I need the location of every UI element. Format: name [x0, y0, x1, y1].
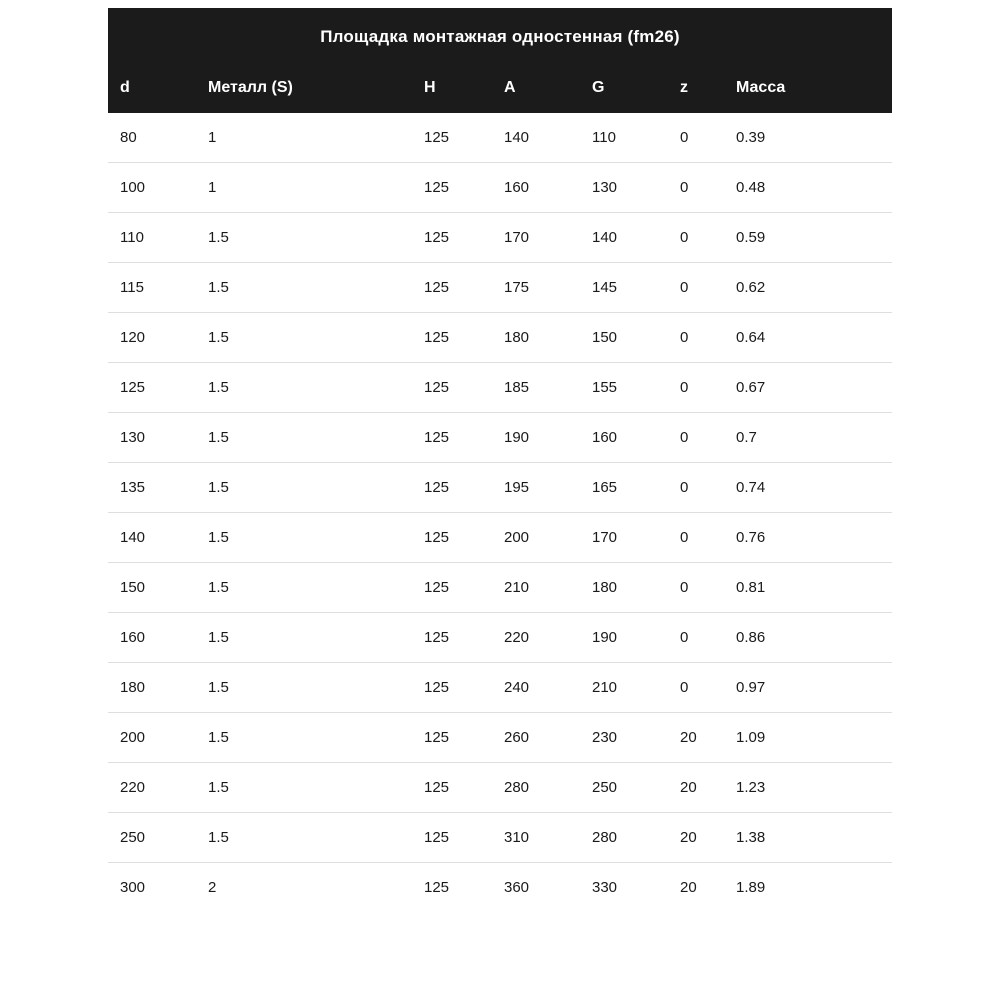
cell-d: 125	[108, 363, 196, 413]
table-header	[108, 8, 892, 113]
cell-h: 125	[412, 163, 492, 213]
cell-g: 280	[580, 813, 668, 863]
cell-g: 210	[580, 663, 668, 713]
table-row	[108, 413, 892, 463]
cell-metal: 2	[196, 863, 412, 913]
table-column-header-row	[108, 65, 892, 113]
cell-mass: 0.39	[724, 113, 892, 163]
cell-z: 20	[668, 813, 724, 863]
cell-a: 195	[492, 463, 580, 513]
table-row	[108, 263, 892, 313]
cell-a: 210	[492, 563, 580, 613]
cell-h: 125	[412, 263, 492, 313]
cell-metal: 1.5	[196, 813, 412, 863]
cell-metal: 1.5	[196, 713, 412, 763]
column-header-d: d	[108, 65, 196, 113]
cell-d: 135	[108, 463, 196, 513]
cell-z: 0	[668, 263, 724, 313]
cell-g: 145	[580, 263, 668, 313]
cell-a: 180	[492, 313, 580, 363]
table-row	[108, 163, 892, 213]
cell-a: 175	[492, 263, 580, 313]
cell-a: 310	[492, 813, 580, 863]
cell-z: 20	[668, 763, 724, 813]
cell-a: 190	[492, 413, 580, 463]
cell-mass: 1.38	[724, 813, 892, 863]
cell-metal: 1.5	[196, 763, 412, 813]
cell-d: 200	[108, 713, 196, 763]
cell-h: 125	[412, 563, 492, 613]
cell-metal: 1.5	[196, 463, 412, 513]
cell-mass: 1.09	[724, 713, 892, 763]
cell-metal: 1.5	[196, 363, 412, 413]
cell-g: 130	[580, 163, 668, 213]
cell-d: 130	[108, 413, 196, 463]
cell-g: 170	[580, 513, 668, 563]
cell-h: 125	[412, 763, 492, 813]
table-row	[108, 563, 892, 613]
cell-metal: 1.5	[196, 263, 412, 313]
cell-d: 140	[108, 513, 196, 563]
table-row	[108, 363, 892, 413]
cell-g: 165	[580, 463, 668, 513]
cell-g: 250	[580, 763, 668, 813]
cell-z: 0	[668, 363, 724, 413]
cell-d: 160	[108, 613, 196, 663]
table-row	[108, 713, 892, 763]
cell-d: 120	[108, 313, 196, 363]
cell-d: 220	[108, 763, 196, 813]
cell-z: 0	[668, 313, 724, 363]
table-row	[108, 463, 892, 513]
cell-h: 125	[412, 813, 492, 863]
column-header-metal: Металл (S)	[196, 65, 412, 113]
cell-g: 155	[580, 363, 668, 413]
cell-g: 110	[580, 113, 668, 163]
cell-a: 240	[492, 663, 580, 713]
cell-z: 20	[668, 863, 724, 913]
column-header-a: A	[492, 65, 580, 113]
cell-h: 125	[412, 863, 492, 913]
cell-d: 180	[108, 663, 196, 713]
cell-a: 185	[492, 363, 580, 413]
table-row	[108, 663, 892, 713]
cell-g: 150	[580, 313, 668, 363]
cell-metal: 1.5	[196, 513, 412, 563]
column-header-mass: Масса	[724, 65, 892, 113]
cell-metal: 1.5	[196, 313, 412, 363]
cell-mass: 0.81	[724, 563, 892, 613]
cell-a: 360	[492, 863, 580, 913]
cell-h: 125	[412, 363, 492, 413]
cell-mass: 0.74	[724, 463, 892, 513]
cell-z: 0	[668, 613, 724, 663]
cell-g: 190	[580, 613, 668, 663]
cell-z: 0	[668, 463, 724, 513]
cell-mass: 0.97	[724, 663, 892, 713]
table-title: Площадка монтажная одностенная (fm26)	[108, 8, 892, 65]
cell-z: 0	[668, 163, 724, 213]
cell-h: 125	[412, 713, 492, 763]
cell-a: 220	[492, 613, 580, 663]
cell-h: 125	[412, 613, 492, 663]
cell-d: 110	[108, 213, 196, 263]
cell-h: 125	[412, 663, 492, 713]
cell-h: 125	[412, 413, 492, 463]
cell-g: 160	[580, 413, 668, 463]
cell-mass: 0.64	[724, 313, 892, 363]
cell-a: 160	[492, 163, 580, 213]
cell-mass: 0.86	[724, 613, 892, 663]
cell-a: 140	[492, 113, 580, 163]
cell-mass: 1.23	[724, 763, 892, 813]
table-row	[108, 863, 892, 913]
cell-z: 0	[668, 513, 724, 563]
cell-a: 260	[492, 713, 580, 763]
table-body	[108, 113, 892, 913]
cell-h: 125	[412, 463, 492, 513]
cell-d: 80	[108, 113, 196, 163]
column-header-h: H	[412, 65, 492, 113]
cell-mass: 0.67	[724, 363, 892, 413]
column-header-z: z	[668, 65, 724, 113]
cell-metal: 1	[196, 163, 412, 213]
cell-metal: 1.5	[196, 213, 412, 263]
cell-d: 300	[108, 863, 196, 913]
table-row	[108, 113, 892, 163]
cell-metal: 1.5	[196, 563, 412, 613]
table-row	[108, 313, 892, 363]
column-header-g: G	[580, 65, 668, 113]
cell-z: 0	[668, 663, 724, 713]
cell-h: 125	[412, 113, 492, 163]
cell-z: 0	[668, 113, 724, 163]
cell-mass: 0.59	[724, 213, 892, 263]
cell-g: 180	[580, 563, 668, 613]
cell-metal: 1.5	[196, 613, 412, 663]
cell-z: 0	[668, 563, 724, 613]
cell-mass: 1.89	[724, 863, 892, 913]
table-row	[108, 813, 892, 863]
cell-g: 140	[580, 213, 668, 263]
cell-d: 115	[108, 263, 196, 313]
cell-z: 0	[668, 213, 724, 263]
cell-metal: 1	[196, 113, 412, 163]
cell-d: 100	[108, 163, 196, 213]
cell-g: 330	[580, 863, 668, 913]
cell-z: 20	[668, 713, 724, 763]
cell-mass: 0.62	[724, 263, 892, 313]
spec-table	[108, 8, 892, 912]
table-row	[108, 763, 892, 813]
cell-a: 280	[492, 763, 580, 813]
cell-mass: 0.76	[724, 513, 892, 563]
cell-h: 125	[412, 513, 492, 563]
cell-g: 230	[580, 713, 668, 763]
table-row	[108, 613, 892, 663]
cell-d: 250	[108, 813, 196, 863]
table-row	[108, 513, 892, 563]
cell-a: 200	[492, 513, 580, 563]
cell-h: 125	[412, 213, 492, 263]
cell-a: 170	[492, 213, 580, 263]
cell-metal: 1.5	[196, 663, 412, 713]
cell-metal: 1.5	[196, 413, 412, 463]
cell-z: 0	[668, 413, 724, 463]
cell-mass: 0.7	[724, 413, 892, 463]
table-title-row	[108, 8, 892, 65]
table-row	[108, 213, 892, 263]
cell-h: 125	[412, 313, 492, 363]
cell-mass: 0.48	[724, 163, 892, 213]
spec-table-container	[108, 8, 892, 912]
cell-d: 150	[108, 563, 196, 613]
